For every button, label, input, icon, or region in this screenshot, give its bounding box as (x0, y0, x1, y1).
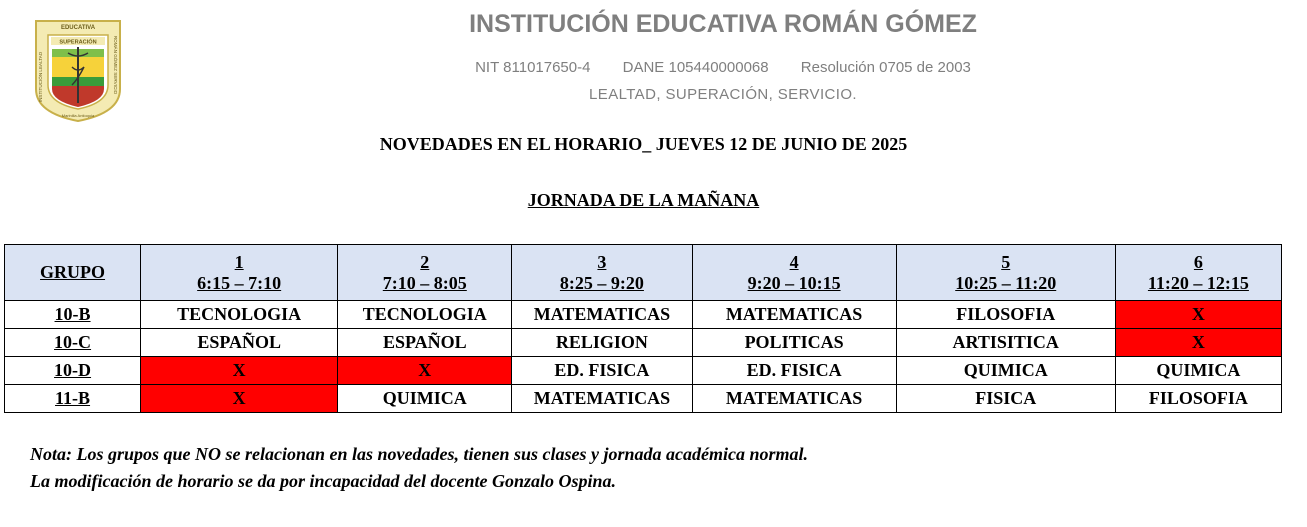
period-time: 10:25 – 11:20 (955, 272, 1057, 293)
subject-cell: MATEMATICAS (512, 301, 692, 329)
period-time: 7:10 – 8:05 (382, 272, 467, 293)
table-row (5, 329, 1282, 357)
period-time: 9:20 – 10:15 (747, 272, 841, 293)
table-row (5, 385, 1282, 413)
subject-cell: MATEMATICAS (512, 385, 692, 413)
institution-identifiers (380, 59, 1066, 76)
institution-motto: LEALTAD, SUPERACIÓN, SERVICIO. (589, 86, 857, 103)
period-header (512, 245, 692, 301)
subject-cell: ESPAÑOL (141, 329, 338, 357)
subject-cell: FILOSOFIA (1115, 385, 1281, 413)
group-cell: 10-C (5, 329, 141, 357)
period-number: 2 (420, 251, 430, 272)
subject-cell: MATEMATICAS (692, 385, 896, 413)
period-number: 3 (597, 251, 607, 272)
schedule-table (4, 244, 1282, 413)
footnote-line: Nota: Los grupos que NO se relacionan en las novedades, tienen sus clases y jornada académica normal. (30, 444, 809, 464)
period-number: 6 (1193, 251, 1203, 272)
subject-cell: X (1115, 301, 1281, 329)
resolution-label: Resolución 0705 de 2003 (800, 59, 971, 76)
period-header (338, 245, 512, 301)
subject-cell: X (141, 357, 338, 385)
subject-cell: TECNOLOGIA (141, 301, 338, 329)
period-time: 11:20 – 12:15 (1147, 272, 1249, 293)
subject-cell: FILOSOFIA (896, 301, 1115, 329)
group-cell: 10-B (5, 301, 141, 329)
subject-cell: ARTISITICA (896, 329, 1115, 357)
table-row (5, 301, 1282, 329)
svg-text:SUPERACIÓN: SUPERACIÓN (59, 39, 97, 46)
subject-cell: ED. FISICA (512, 357, 692, 385)
subject-cell: RELIGION (512, 329, 692, 357)
dane-label: DANE 105440000068 (622, 59, 769, 76)
school-crest-logo (34, 19, 122, 123)
subject-cell: QUIMICA (1115, 357, 1281, 385)
period-header (692, 245, 896, 301)
svg-text:EDUCATIVA: EDUCATIVA (60, 25, 96, 31)
subject-cell: ESPAÑOL (338, 329, 512, 357)
notice-title: NOVEDADES EN EL HORARIO_ JUEVES 12 DE JUNIO DE 2025 (379, 134, 908, 154)
period-header (141, 245, 338, 301)
footnote-line: La modificación de horario se da por incapacidad del docente Gonzalo Ospina. (30, 471, 616, 491)
subject-cell: ED. FISICA (692, 357, 896, 385)
table-row (5, 357, 1282, 385)
subject-cell: TECNOLOGIA (338, 301, 512, 329)
group-column-header: GRUPO (5, 245, 141, 301)
subject-cell: X (141, 385, 338, 413)
period-time: 8:25 – 9:20 (559, 272, 644, 293)
subject-cell: POLITICAS (692, 329, 896, 357)
subject-cell: QUIMICA (896, 357, 1115, 385)
svg-text:Marinilla Antioquia: Marinilla Antioquia (61, 113, 95, 118)
subject-cell: FISICA (896, 385, 1115, 413)
subject-cell: X (1115, 329, 1281, 357)
period-number: 5 (1001, 251, 1011, 272)
group-cell: 10-D (5, 357, 141, 385)
schedule-header-row (5, 245, 1282, 301)
svg-text:INSTITUCIÓN LEALTAD: INSTITUCIÓN LEALTAD (38, 51, 43, 103)
subject-cell: X (338, 357, 512, 385)
period-time: 6:15 – 7:10 (197, 272, 282, 293)
period-header (896, 245, 1115, 301)
nit-label: NIT 811017650-4 (475, 59, 591, 76)
period-number: 1 (234, 251, 244, 272)
period-header (1115, 245, 1281, 301)
group-cell: 11-B (5, 385, 141, 413)
subject-cell: MATEMATICAS (692, 301, 896, 329)
subject-cell: QUIMICA (338, 385, 512, 413)
period-number: 4 (789, 251, 799, 272)
footnote (30, 441, 808, 495)
svg-text:ROMÁN GÓMEZ SERVICIO: ROMÁN GÓMEZ SERVICIO (113, 35, 118, 95)
institution-name: INSTITUCIÓN EDUCATIVA ROMÁN GÓMEZ (469, 10, 977, 38)
shift-title: JORNADA DE LA MAÑANA (527, 190, 760, 210)
